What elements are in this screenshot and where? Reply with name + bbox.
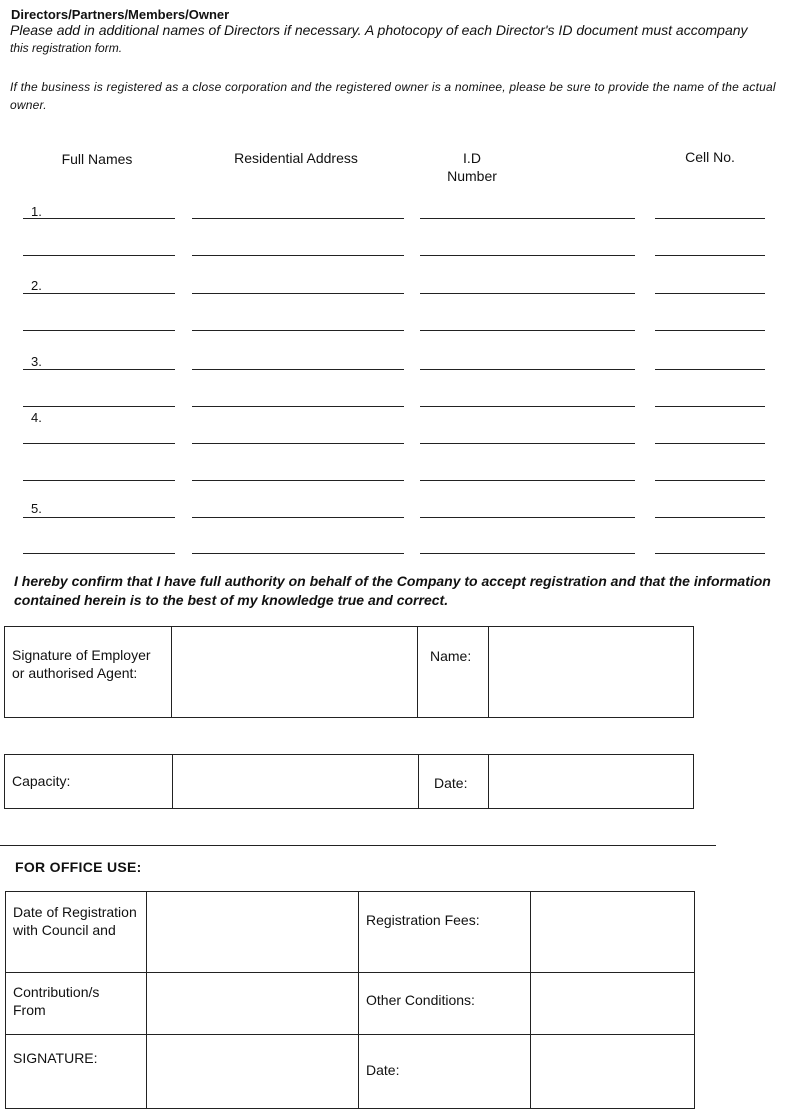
full-names-line[interactable] [23,443,175,444]
other-conditions-field[interactable] [531,973,694,1033]
row-number-2: 2. [31,278,42,293]
id-number-line[interactable] [420,443,635,444]
row-number-3: 3. [31,354,42,369]
row-number-4: 4. [31,410,42,425]
row-number-5: 5. [31,501,42,516]
confirmation-statement: I hereby confirm that I have full authority on behalf of the Company to accept registration and that the information contained herein is to the best of my knowledge true and correct. [14,573,771,608]
signature-label: Signature of Employer or authorised Agent: [12,647,151,681]
full-names-line[interactable] [23,553,175,554]
residential-address-line[interactable] [192,293,404,294]
residential-address-line[interactable] [192,553,404,554]
id-number-line1: I.D [463,150,481,166]
section-heading: Directors/Partners/Members/Owner [11,7,230,22]
registration-fees-label: Registration Fees: [366,912,480,928]
residential-address-line[interactable] [192,480,404,481]
column-header-full-names: Full Names [61,151,133,167]
id-number-line[interactable] [420,293,635,294]
cell-no-line[interactable] [655,517,765,518]
divider [417,626,418,718]
id-number-line[interactable] [420,255,635,256]
full-names-line[interactable] [23,480,175,481]
cell-no-line[interactable] [655,553,765,554]
directors-note [10,22,794,57]
date-label: Date: [434,775,468,791]
column-header-id-number [422,149,522,185]
office-signature-label: SIGNATURE: [13,1050,98,1066]
cell-no-line[interactable] [655,255,765,256]
name-field[interactable] [489,627,693,717]
residential-address-line[interactable] [192,406,404,407]
office-use-title: FOR OFFICE USE: [15,859,142,875]
divider [358,891,359,1109]
residential-address-line[interactable] [192,443,404,444]
other-conditions-label: Other Conditions: [366,992,475,1008]
column-header-cell-no: Cell No. [685,149,735,165]
residential-address-line[interactable] [192,255,404,256]
full-names-line[interactable] [23,293,175,294]
close-corporation-note: If the business is registered as a close corporation and the registered owner is a nominee, please be sure to provide the name of the actual owner. [10,80,776,112]
cell-no-line[interactable] [655,369,765,370]
id-number-line[interactable] [420,480,635,481]
cell-no-line[interactable] [655,443,765,444]
contributions-label: Contribution/s From [13,984,100,1018]
full-names-line[interactable] [23,330,175,331]
full-names-line[interactable] [23,517,175,518]
date-of-registration-label: Date of Registration with Council and [13,904,137,938]
cell-no-line[interactable] [655,293,765,294]
signature-field[interactable] [172,627,416,717]
id-number-line[interactable] [420,218,635,219]
residential-address-line[interactable] [192,369,404,370]
capacity-label: Capacity: [12,773,71,789]
id-number-line[interactable] [420,553,635,554]
full-names-line[interactable] [23,406,175,407]
id-number-line[interactable] [420,406,635,407]
id-number-line[interactable] [420,517,635,518]
office-signature-field[interactable] [147,1035,357,1108]
id-number-line[interactable] [420,330,635,331]
office-date-label: Date: [366,1062,400,1078]
full-names-line[interactable] [23,218,175,219]
office-date-field[interactable] [531,1035,694,1108]
cell-no-line[interactable] [655,406,765,407]
residential-address-line[interactable] [192,330,404,331]
cell-no-line[interactable] [655,218,765,219]
row-number-1: 1. [31,204,42,219]
cell-no-line[interactable] [655,330,765,331]
cell-no-line[interactable] [655,480,765,481]
date-field[interactable] [489,755,693,808]
section-separator [0,845,716,846]
column-header-residential-address: Residential Address [234,150,358,166]
full-names-line[interactable] [23,255,175,256]
name-label: Name: [430,648,472,664]
id-number-line[interactable] [420,369,635,370]
divider [418,754,419,809]
capacity-field[interactable] [173,755,417,808]
id-number-line2: Number [447,168,497,184]
directors-note-continued: this registration form. [10,41,123,55]
full-names-line[interactable] [23,369,175,370]
directors-note-main: Please add in additional names of Directors if necessary. A photocopy of each Director's ID document must accompany [10,22,748,38]
registration-fees-field[interactable] [531,892,694,971]
date-of-registration-field[interactable] [147,892,357,971]
residential-address-line[interactable] [192,218,404,219]
contributions-field[interactable] [147,973,357,1033]
residential-address-line[interactable] [192,517,404,518]
